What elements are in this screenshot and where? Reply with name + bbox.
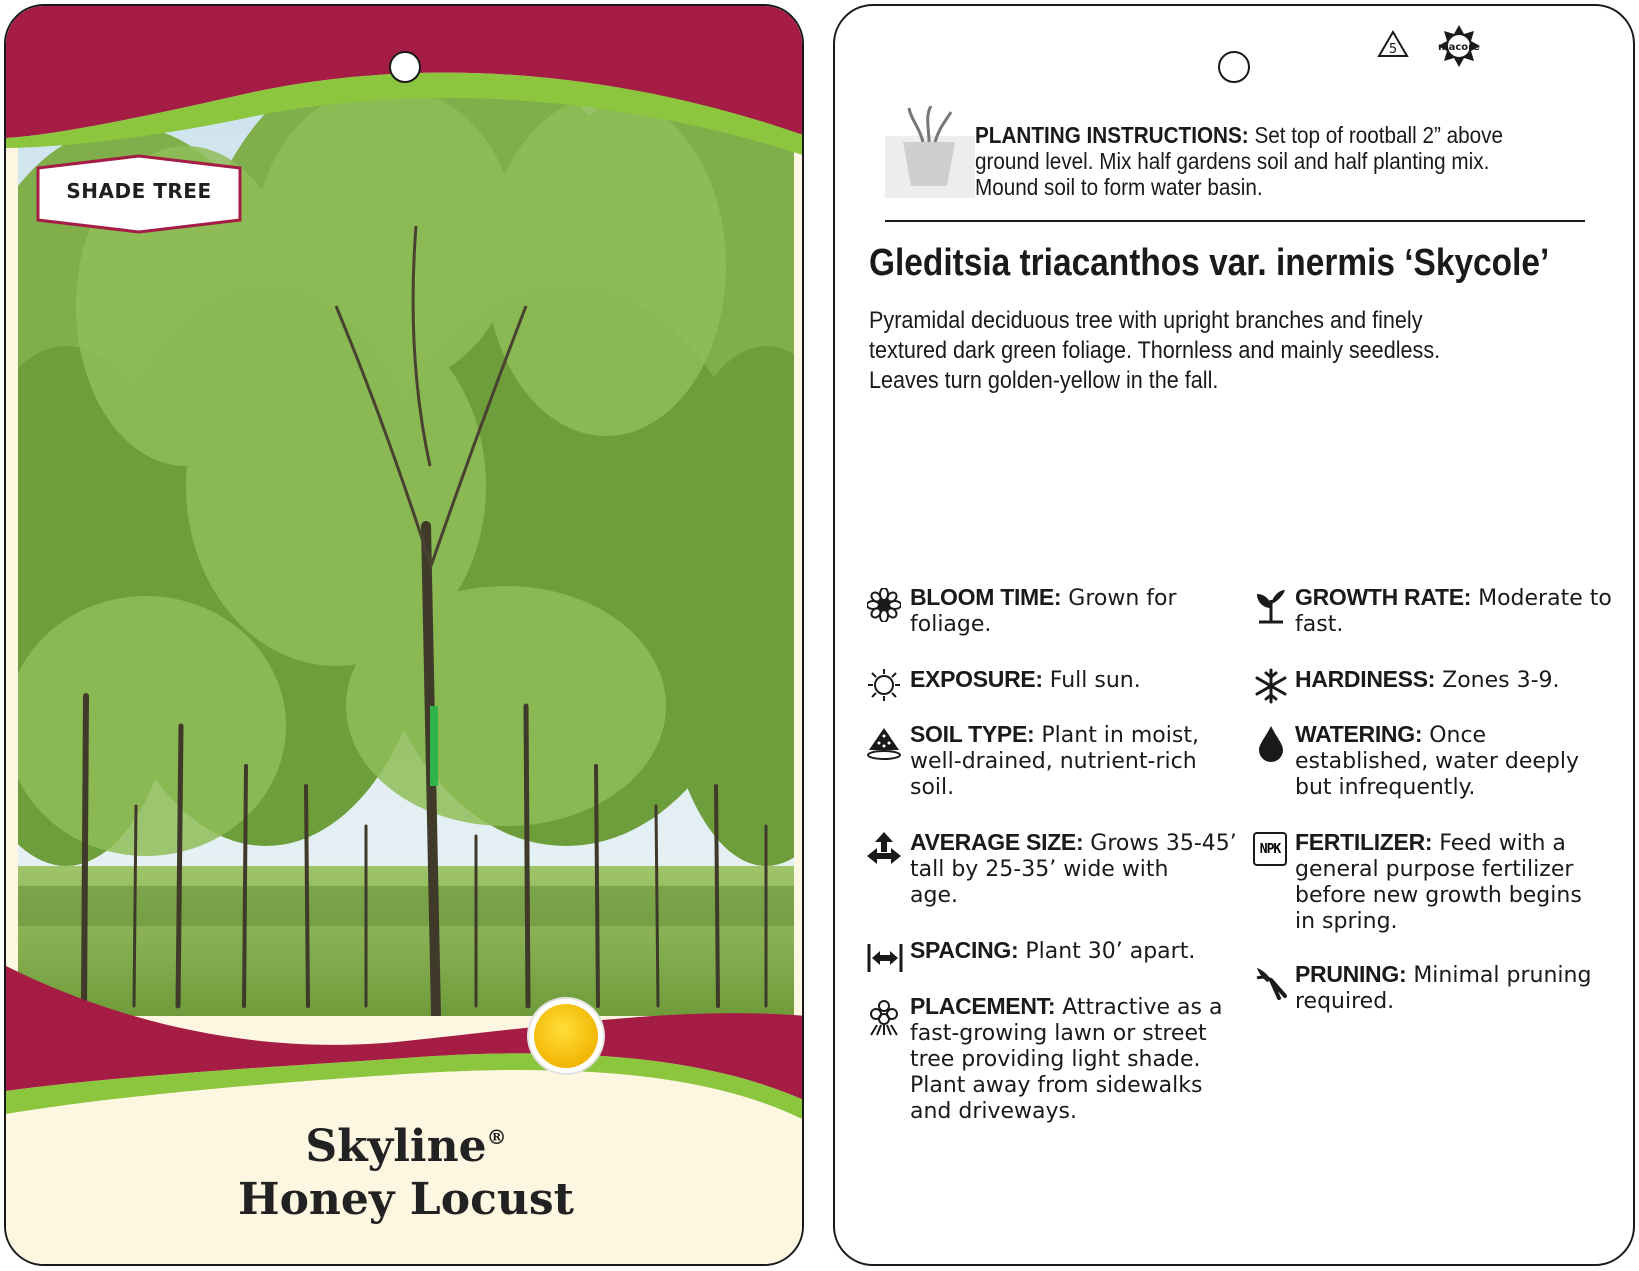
- attr-label: HARDINESS:: [1295, 666, 1436, 692]
- category-badge: SHADE TREE: [66, 179, 212, 203]
- back-tag: [833, 4, 1635, 1266]
- planting-line3: Mound soil to form water basin.: [975, 174, 1263, 200]
- attr-text: Once: [1422, 723, 1487, 748]
- planting-line1: Set top of rootball 2” above: [1254, 122, 1504, 148]
- attr-text: tall by 25-35’ wide with: [910, 857, 1169, 882]
- attr-text: tree providing light shade.: [910, 1047, 1201, 1072]
- attr-text: Plant away from sidewalks: [910, 1073, 1203, 1098]
- description-line: textured dark green foliage. Thornless and mainly seedless.: [869, 337, 1441, 364]
- macore-label: macore: [1438, 42, 1480, 53]
- attr-soil-type: [910, 721, 1199, 801]
- growth-icon: [1253, 586, 1289, 624]
- common-name-line1: [6, 1121, 804, 1172]
- attr-text: Grown for: [1061, 586, 1177, 611]
- attr-text: Plant in moist,: [1034, 723, 1199, 748]
- attr-text: and driveways.: [910, 1099, 1078, 1124]
- attr-text: in spring.: [1295, 909, 1398, 934]
- attr-label: EXPOSURE:: [910, 666, 1043, 692]
- size-icon: [865, 830, 903, 870]
- botanical-name: Gleditsia triacanthos var. inermis ‘Skycole’: [869, 242, 1550, 284]
- attr-text: Attractive as a: [1055, 995, 1223, 1020]
- flower-icon: [867, 588, 901, 622]
- attr-label: BLOOM TIME:: [910, 584, 1062, 610]
- attr-text: required.: [1295, 989, 1395, 1014]
- hang-hole: [1218, 51, 1250, 83]
- attr-text: foliage.: [910, 612, 992, 637]
- sun-exposure-icon: [528, 998, 604, 1074]
- planting-instructions: [975, 122, 1533, 200]
- attr-exposure: [910, 666, 1141, 694]
- attr-spacing: [910, 937, 1195, 965]
- attr-label: PLACEMENT:: [910, 993, 1056, 1019]
- placement-icon: [867, 999, 901, 1037]
- attr-text: Plant 30’ apart.: [1018, 939, 1196, 964]
- recycle-number: 5: [1388, 42, 1398, 57]
- attr-text: fast-growing lawn or street: [910, 1021, 1207, 1046]
- attr-text: age.: [910, 883, 958, 908]
- macore-badge: [1438, 25, 1480, 67]
- attr-text: Full sun.: [1042, 668, 1141, 693]
- common-name-line2: Honey Locust: [238, 1174, 574, 1225]
- sun-icon: [867, 668, 901, 702]
- attr-text: soil.: [910, 775, 955, 800]
- pruners-icon: [1253, 964, 1289, 1000]
- attr-text: established, water deeply: [1295, 749, 1579, 774]
- attr-growth-rate: [1295, 584, 1612, 638]
- soil-icon: [865, 724, 903, 762]
- attr-label: PRUNING:: [1295, 961, 1407, 987]
- attr-label: GROWTH RATE:: [1295, 584, 1472, 610]
- front-tag: [4, 4, 804, 1266]
- attr-text: before new growth begins: [1295, 883, 1582, 908]
- attr-average-size: [910, 829, 1237, 909]
- attr-pruning: [1295, 961, 1591, 1015]
- attr-text: well-drained, nutrient-rich: [910, 749, 1197, 774]
- attr-text: Zones 3-9.: [1435, 668, 1560, 693]
- title-skyline: Skyline: [305, 1121, 487, 1172]
- attr-placement: [910, 993, 1222, 1125]
- attr-label: SOIL TYPE:: [910, 721, 1035, 747]
- snowflake-icon: [1253, 668, 1289, 704]
- attr-label: WATERING:: [1295, 721, 1423, 747]
- registered-mark: ®: [486, 1125, 507, 1149]
- npk-icon: NPK: [1253, 832, 1287, 866]
- description-line: Pyramidal deciduous tree with upright branches and finely: [869, 307, 1423, 334]
- description: [869, 306, 1440, 396]
- hang-hole: [389, 51, 421, 83]
- spacing-icon: [867, 942, 903, 974]
- attr-label: SPACING:: [910, 937, 1019, 963]
- attr-label: AVERAGE SIZE:: [910, 829, 1084, 855]
- planting-line2: ground level. Mix half gardens soil and half planting mix.: [975, 148, 1490, 174]
- planting-pot-icon: [885, 106, 975, 198]
- attr-bloom-time: [910, 584, 1177, 638]
- attr-hardiness: [1295, 666, 1560, 694]
- water-drop-icon: [1257, 724, 1285, 762]
- attr-text: Moderate to: [1471, 586, 1612, 611]
- attr-text: Minimal pruning: [1406, 963, 1592, 988]
- attr-fertilizer: [1295, 829, 1582, 935]
- attr-text: fast.: [1295, 612, 1344, 637]
- description-line: Leaves turn golden-yellow in the fall.: [869, 367, 1219, 394]
- recycle-icon: [1375, 24, 1495, 70]
- attr-text: Grows 35-45’: [1083, 831, 1237, 856]
- attr-text: but infrequently.: [1295, 775, 1476, 800]
- attr-text: general purpose fertilizer: [1295, 857, 1574, 882]
- attr-label: FERTILIZER:: [1295, 829, 1433, 855]
- divider: [885, 220, 1585, 222]
- attr-text: Feed with a: [1432, 831, 1566, 856]
- attr-watering: [1295, 721, 1579, 801]
- planting-label: PLANTING INSTRUCTIONS:: [975, 122, 1249, 148]
